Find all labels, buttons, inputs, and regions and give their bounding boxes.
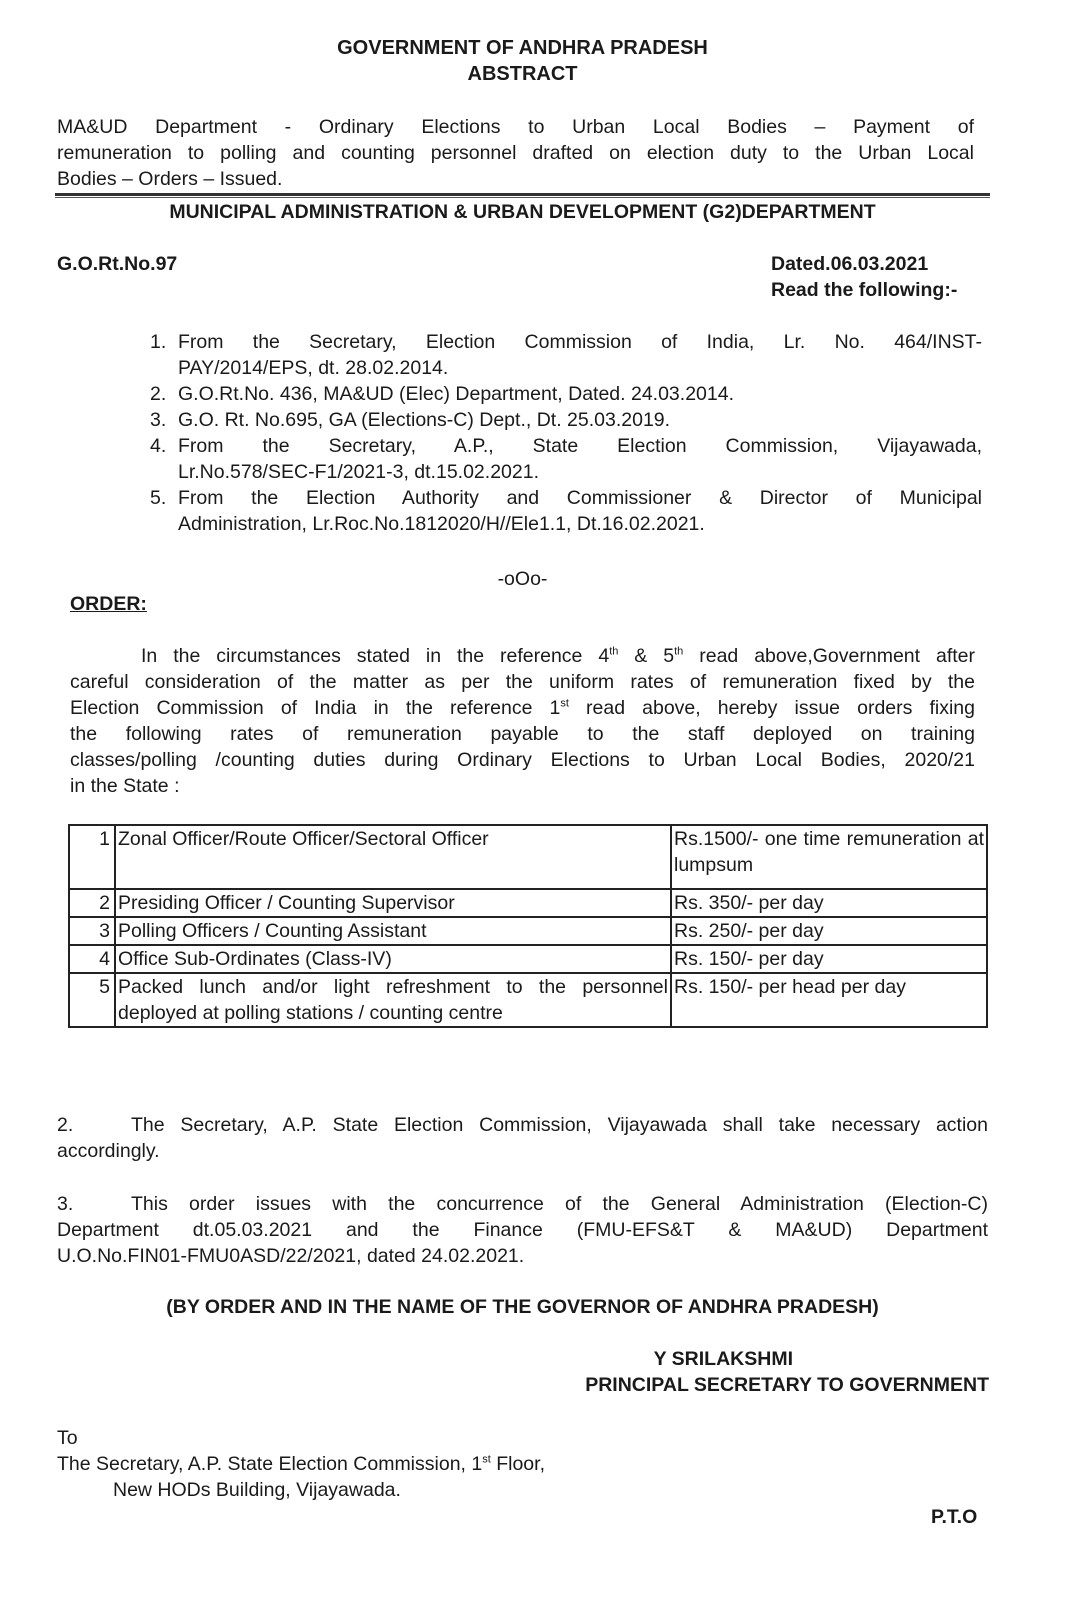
order-paragraph-3 — [57, 1191, 988, 1269]
read-following: Read the following:- — [771, 279, 958, 301]
paragraph-line: Election Commission of India in the reference 1st read above, hereby issue orders fixing — [70, 697, 975, 719]
subject — [57, 114, 974, 192]
paragraph-line: 2. The Secretary, A.P. State Election Commission, Vijayawada shall take necessary action — [57, 1114, 988, 1136]
paragraph-line: in the State : — [70, 775, 180, 797]
reference-item: 3. G.O. Rt. No.695, GA (Elections-C) Dept., Dt. 25.03.2019. — [150, 409, 671, 431]
government-title: GOVERNMENT OF ANDHRA PRADESH — [337, 37, 708, 59]
abstract-title: ABSTRACT — [467, 63, 578, 85]
signatory-name: Y SRILAKSHMI — [653, 1348, 793, 1370]
paragraph-line: careful consideration of the matter as per the uniform rates of remuneration fixed by the — [70, 671, 975, 693]
department-heading: MUNICIPAL ADMINISTRATION & URBAN DEVELOPMENT (G2)DEPARTMENT — [169, 201, 876, 223]
reference-item: 5. From the Election Authority and Commissioner & Director of Municipal Administration, Lr.Roc.No.1812020/H//Ele1.1, Dt.16.02.2021. — [150, 487, 982, 535]
reference-item: 1. From the Secretary, Election Commission of India, Lr. No. 464/INST- PAY/2014/EPS, dt. 28.02.2014. — [150, 331, 982, 379]
table-row: 4 Office Sub-Ordinates (Class-IV) Rs. 150/- per day — [69, 945, 987, 973]
go-number: G.O.Rt.No.97 — [57, 253, 178, 275]
address-line: New HODs Building, Vijayawada. — [113, 1479, 401, 1501]
go-date — [771, 251, 957, 303]
document-header — [0, 35, 1045, 87]
by-order-line: (BY ORDER AND IN THE NAME OF THE GOVERNOR OF ANDHRA PRADESH) — [166, 1296, 879, 1318]
address-block — [57, 1425, 545, 1503]
subject-line: remuneration to polling and counting personnel drafted on election duty to the Urban Local — [57, 142, 974, 164]
paragraph-line: Department dt.05.03.2021 and the Finance (FMU-EFS&T & MA&UD) Department — [57, 1219, 988, 1241]
subject-line: Bodies – Orders – Issued. — [57, 168, 283, 190]
paragraph-line: classes/polling /counting duties during Ordinary Elections to Urban Local Bodies, 2020/21 — [70, 749, 975, 771]
signature-block — [585, 1346, 989, 1398]
reference-item: 2. G.O.Rt.No. 436, MA&UD (Elec) Department, Dated. 24.03.2014. — [150, 383, 734, 405]
signatory-designation: PRINCIPAL SECRETARY TO GOVERNMENT — [585, 1374, 989, 1396]
paragraph-line: the following rates of remuneration payable to the staff deployed on training — [70, 723, 975, 745]
order-paragraph-1 — [70, 643, 975, 799]
reference-item: 4. From the Secretary, A.P., State Election Commission, Vijayawada, Lr.No.578/SEC-F1/2021-3, dt.15.02.2021. — [150, 435, 982, 483]
paragraph-line: 3. This order issues with the concurrence of the General Administration (Election-C) — [57, 1193, 988, 1215]
remuneration-table — [68, 824, 988, 1028]
order-paragraph-2 — [57, 1112, 988, 1164]
divider — [55, 193, 990, 198]
references-list — [150, 329, 982, 537]
table-row: 3 Polling Officers / Counting Assistant Rs. 250/- per day — [69, 917, 987, 945]
address-line: The Secretary, A.P. State Election Commission, 1st Floor, — [57, 1453, 545, 1475]
date: Dated.06.03.2021 — [771, 253, 929, 275]
to-label: To — [57, 1427, 78, 1449]
paragraph-line: accordingly. — [57, 1140, 160, 1162]
table-row: 1 Zonal Officer/Route Officer/Sectoral Officer Rs.1500/- one time remuneration at lumpsum — [69, 825, 987, 889]
paragraph-line: U.O.No.FIN01-FMU0ASD/22/2021, dated 24.02.2021. — [57, 1245, 525, 1267]
table-row: 2 Presiding Officer / Counting Supervisor Rs. 350/- per day — [69, 889, 987, 917]
subject-line: MA&UD Department - Ordinary Elections to Urban Local Bodies – Payment of — [57, 116, 974, 138]
paragraph-line: In the circumstances stated in the reference 4th & 5th read above,Government after — [141, 645, 976, 667]
separator: -oOo- — [497, 568, 548, 590]
pto-label: P.T.O — [931, 1506, 978, 1528]
order-heading: ORDER: — [70, 593, 147, 615]
table-row: 5 Packed lunch and/or light refreshment to the personnel deployed at polling stations / counting centre Rs. 150/- per head per day — [69, 973, 987, 1027]
